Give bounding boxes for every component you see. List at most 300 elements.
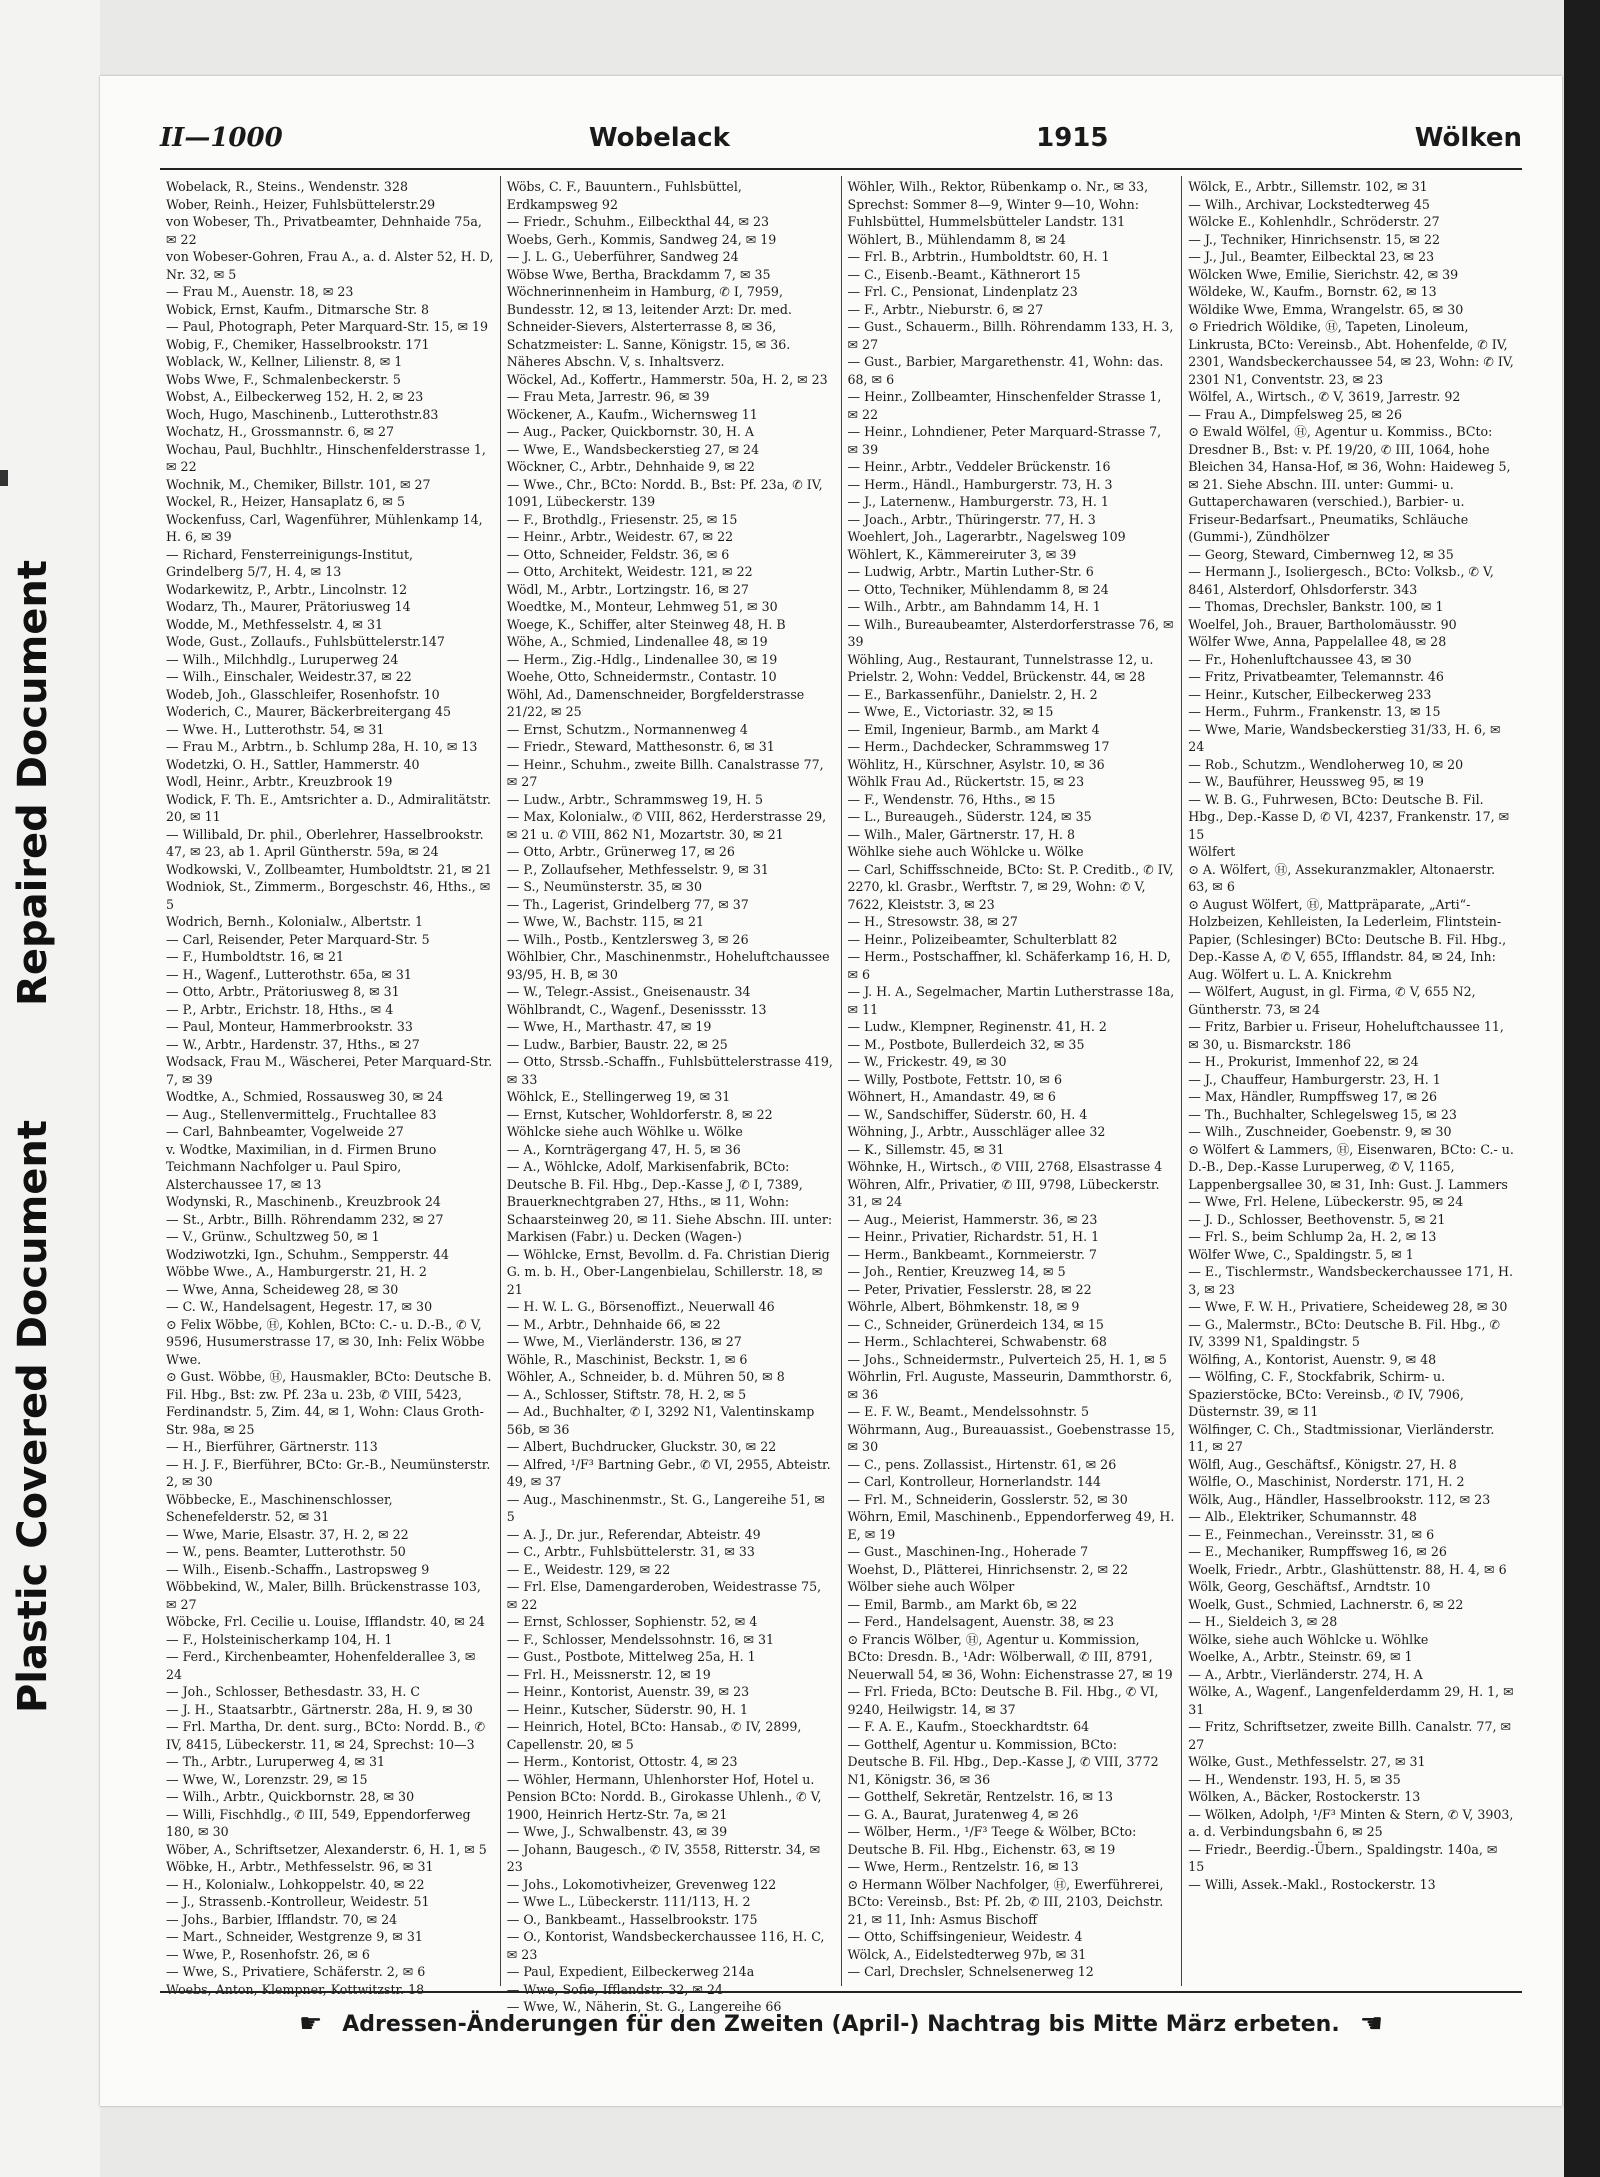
directory-entry: — Ludw., Arbtr., Schrammsweg 19, H. 5 — [506, 791, 764, 807]
directory-entry: Wodl, Heinr., Arbtr., Kreuzbrook 19 — [166, 774, 393, 789]
directory-entry: Wobig, F., Chemiker, Hasselbrookstr. 171 — [166, 336, 430, 352]
directory-entry: Wöldike Wwe, Emma, Wrangelstr. 65, ✉ 30 — [1188, 301, 1464, 317]
directory-entry: — Wwe, Sofie, Ifflandstr. 32, ✉ 24 — [506, 1981, 724, 1997]
directory-entry: — J., Techniker, Hinrichsenstr. 15, ✉ 22 — [1188, 231, 1440, 247]
directory-entry: — E., Feinmechan., Vereinsstr. 31, ✉ 6 — [1188, 1526, 1435, 1542]
directory-entry: — Ferd., Handelsagent, Auenstr. 38, ✉ 23 — [847, 1614, 1115, 1629]
directory-entry: — Ernst, Schutzm., Normannenweg 4 — [506, 721, 748, 737]
directory-entry: ⊙ Wölfert & Lammers, Ⓗ, Eisenwaren, BCto: C.- u. D.-B., Dep.-Kasse Luruperweg, ✆ V, 1165, Lappenbergsallee 30, ✉ 31, Inh: Gust. J. Lammers — [1188, 1141, 1514, 1192]
directory-entry: — Th., Arbtr., Luruperweg 4, ✉ 31 — [166, 1754, 386, 1769]
directory-entry: — O., Bankbeamt., Hasselbrookstr. 175 — [506, 1911, 758, 1927]
directory-entry: — H., Bierführer, Gärtnerstr. 113 — [166, 1439, 378, 1454]
directory-entry: — Max, Kolonialw., ✆ VIII, 862, Herderstrasse 29, ✉ 21 u. ✆ VIII, 862 N1, Mozartstr. 30, ✉ 21 — [506, 809, 827, 842]
directory-entry: — Otto, Schneider, Feldstr. 36, ✉ 6 — [506, 546, 730, 562]
directory-entry: Wode, Gust., Zollaufs., Fuhlsbüttelerstr.147 — [166, 634, 445, 649]
directory-entry: — Wilh., Eisenb.-Schaffn., Lastropsweg 9 — [166, 1561, 430, 1577]
pointing-hand-icon: ☚ — [1359, 2009, 1384, 2039]
directory-entry: — Heinr., Polizeibeamter, Schulterblatt 82 — [847, 931, 1118, 947]
directory-entry: — Albert, Buchdrucker, Gluckstr. 30, ✉ 22 — [506, 1439, 777, 1454]
directory-entry: Wodetzki, O. H., Sattler, Hammerstr. 40 — [166, 756, 420, 772]
directory-entry: Wölke, siehe auch Wöhlcke u. Wöhlke — [1188, 1631, 1429, 1647]
directory-entry: — Aug., Meierist, Hammerstr. 36, ✉ 23 — [847, 1211, 1098, 1227]
directory-entry: — Ferd., Kirchenbeamter, Hohenfelderallee 3, ✉ 24 — [166, 1649, 476, 1682]
directory-entry: Woebs, Anton, Klempner, Kottwitzstr. 18 — [166, 1981, 425, 1997]
directory-entry: Woelke, A., Arbtr., Steinstr. 69, ✉ 1 — [1188, 1649, 1413, 1664]
directory-entry: — J., Laternenw., Hamburgerstr. 73, H. 1 — [847, 494, 1109, 509]
directory-entry: — Paul, Photograph, Peter Marquard-Str. 15, ✉ 19 — [166, 319, 489, 334]
directory-entry: — Ludw., Klempner, Reginenstr. 41, H. 2 — [847, 1019, 1107, 1034]
directory-entry: — Friedr., Schuhm., Eilbeckthal 44, ✉ 23 — [506, 214, 770, 229]
directory-entry: Woedtke, M., Monteur, Lehmweg 51, ✉ 30 — [506, 599, 778, 614]
directory-entry: — Wilh., Arbtr., Quickbornstr. 28, ✉ 30 — [166, 1789, 415, 1804]
directory-entry: — H., Sieldeich 3, ✉ 28 — [1188, 1614, 1338, 1629]
directory-entry: Wöhlck, E., Stellingerweg 19, ✉ 31 — [506, 1089, 731, 1104]
directory-entry: Woege, K., Schiffer, alter Steinweg 48, H. B — [506, 616, 786, 632]
directory-entry: — K., Sillemstr. 45, ✉ 31 — [847, 1141, 1005, 1157]
directory-entry: — Emil, Barmb., am Markt 6b, ✉ 22 — [847, 1596, 1078, 1612]
directory-entry: — Richard, Fensterreinigungs-Institut, Grindelberg 5/7, H. 4, ✉ 13 — [166, 546, 414, 579]
directory-entry: — Carl, Reisender, Peter Marquard-Str. 5 — [166, 931, 430, 947]
directory-entry: Wölck, A., Eidelstedterweg 97b, ✉ 31 — [847, 1946, 1087, 1962]
directory-entry: — H. W. L. G., Börsenoffizt., Neuerwall 46 — [506, 1299, 775, 1314]
directory-entry: — C., Eisenb.-Beamt., Käthnerort 15 — [847, 266, 1081, 282]
directory-entry: Woelk, Gust., Schmied, Lachnerstr. 6, ✉ 22 — [1188, 1596, 1464, 1612]
directory-entry: Wodniok, St., Zimmerm., Borgeschstr. 46, Hths., ✉ 5 — [166, 879, 491, 912]
directory-entry: — Wöhlcke, Ernst, Bevollm. d. Fa. Christian Dierig G. m. b. H., Ober-Langenbielau, Schillerstr. 18, ✉ 21 — [506, 1246, 830, 1297]
directory-entry: — Joh., Rentier, Kreuzweg 14, ✉ 5 — [847, 1264, 1066, 1279]
directory-entry: — Heinr., Schuhm., zweite Billh. Canalstrasse 77, ✉ 27 — [506, 756, 824, 789]
directory-entry: — Frl. S., beim Schlump 2a, H. 2, ✉ 13 — [1188, 1229, 1437, 1244]
directory-entry: — Gust., Postbote, Mittelweg 25a, H. 1 — [506, 1649, 756, 1664]
directory-entry: — W., Telegr.-Assist., Gneisenaustr. 34 — [506, 984, 751, 999]
directory-entry: von Wobeser-Gohren, Frau A., a. d. Alster 52, H. D, Nr. 32, ✉ 5 — [166, 249, 494, 282]
directory-entry: — Otto, Techniker, Mühlendamm 8, ✉ 24 — [847, 581, 1109, 597]
directory-entry: — Wölfert, August, in gl. Firma, ✆ V, 655 N2, Güntherstr. 73, ✉ 24 — [1188, 984, 1476, 1017]
directory-entry: Wöhl, Ad., Damenschneider, Borgfelderstrasse 21/22, ✉ 25 — [506, 686, 805, 719]
directory-columns — [160, 176, 1522, 2014]
directory-entry: — Wilh., Bureaubeamter, Alsterdorferstrasse 76, ✉ 39 — [847, 616, 1174, 649]
directory-entry: Wölber siehe auch Wölper — [847, 1579, 1015, 1594]
directory-entry: — G., Malermstr., BCto: Deutsche B. Fil. Hbg., ✆ IV, 3399 N1, Spaldingstr. 5 — [1188, 1316, 1501, 1349]
directory-entry: — Heinr., Kutscher, Süderstr. 90, H. 1 — [506, 1701, 749, 1717]
directory-entry: — A., Kornträgergang 47, H. 5, ✉ 36 — [506, 1141, 741, 1157]
directory-entry: — Johs., Barbier, Ifflandstr. 70, ✉ 24 — [166, 1911, 398, 1927]
directory-entry: Woebs, Gerh., Kommis, Sandweg 24, ✉ 19 — [506, 231, 777, 247]
directory-entry: — Wwe L., Lübeckerstr. 111/113, H. 2 — [506, 1894, 751, 1909]
directory-entry: — S., Neumünsterstr. 35, ✉ 30 — [506, 879, 703, 894]
directory-entry: Woderich, C., Maurer, Bäckerbreitergang 45 — [166, 704, 452, 719]
directory-entry: von Wobeser, Th., Privatbeamter, Dehnhaide 75a, ✉ 22 — [166, 214, 482, 247]
directory-entry: Wobs Wwe, F., Schmalenbeckerstr. 5 — [166, 371, 401, 387]
directory-entry: — Carl, Schiffsschneide, BCto: St. P. Creditb., ✆ IV, 2270, kl. Grasbr., Werftstr. 7, ✉ 29, Wohn: ✆ V, 7622, Kleiststr. 3, ✉ 23 — [847, 861, 1174, 912]
column-2 — [501, 176, 842, 2014]
footer-rule — [160, 1991, 1522, 1993]
directory-entry: — A., Schlosser, Stiftstr. 78, H. 2, ✉ 5 — [506, 1386, 747, 1402]
directory-entry: Wölk, Aug., Händler, Hasselbrookstr. 112, ✉ 23 — [1188, 1491, 1491, 1507]
directory-entry: — Herm., Händl., Hamburgerstr. 73, H. 3 — [847, 476, 1113, 492]
directory-entry: — Wwe, J., Schwalbenstr. 43, ✉ 39 — [506, 1824, 728, 1839]
directory-entry: Wöhrlin, Frl. Auguste, Masseurin, Dammthorstr. 6, ✉ 36 — [847, 1369, 1173, 1402]
directory-entry: — Otto, Arbtr., Prätoriusweg 8, ✉ 31 — [166, 984, 400, 999]
directory-entry: Wöhrle, Albert, Böhmkenstr. 18, ✉ 9 — [847, 1299, 1080, 1314]
directory-entry: Wochatz, H., Grossmannstr. 6, ✉ 27 — [166, 424, 395, 439]
directory-entry: — Otto, Strssb.-Schaffn., Fuhlsbüttelerstrasse 419, ✉ 33 — [506, 1054, 833, 1087]
pointing-hand-icon: ☛ — [298, 2009, 323, 2039]
directory-entry: — F., Brothdlg., Friesenstr. 25, ✉ 15 — [506, 511, 738, 527]
directory-entry: Wobst, A., Eilbeckerweg 152, H. 2, ✉ 23 — [166, 389, 424, 404]
directory-entry: Wöckner, C., Arbtr., Dehnhaide 9, ✉ 22 — [506, 459, 755, 474]
directory-entry: Wöhe, A., Schmied, Lindenallee 48, ✉ 19 — [506, 634, 768, 649]
directory-entry: — J. H. A., Segelmacher, Martin Lutherstrasse 18a, ✉ 11 — [847, 984, 1175, 1017]
directory-entry: — Wwe, W., Bachstr. 115, ✉ 21 — [506, 914, 704, 929]
directory-entry: — Ad., Buchhalter, ✆ I, 3292 N1, Valentinskamp 56b, ✉ 36 — [506, 1404, 815, 1437]
directory-entry: — Wwe, S., Privatiere, Schäferstr. 2, ✉ 6 — [166, 1964, 426, 1979]
directory-entry: — Frl. Frieda, BCto: Deutsche B. Fil. Hbg., ✆ VI, 9240, Heilwigstr. 14, ✉ 37 — [847, 1684, 1159, 1717]
page-number: II—1000 — [160, 123, 283, 153]
directory-entry: ⊙ Friedrich Wöldike, Ⓗ, Tapeten, Linoleum, Linkrusta, BCto: Vereinsb., Abt. Hohenfelde, ✆ IV, 2301, Wandsbeckerchaussee 54, ✉ 23, Wohn: ✆ IV, 2301 N1, Conventstr. 23, ✉ 23 — [1188, 319, 1514, 387]
directory-entry: — Otto, Schiffsingenieur, Weidestr. 4 — [847, 1929, 1083, 1944]
page-footer — [160, 2004, 1522, 2044]
directory-entry: Wölke, Gust., Methfesselstr. 27, ✉ 31 — [1188, 1754, 1426, 1769]
directory-entry: — Heinrich, Hotel, BCto: Hansab., ✆ IV, 2899, Capellenstr. 20, ✉ 5 — [506, 1719, 802, 1752]
directory-entry: — F., Schlosser, Mendelssohnstr. 16, ✉ 31 — [506, 1631, 775, 1647]
directory-entry: Wöbcke, Frl. Cecilie u. Louise, Ifflandstr. 40, ✉ 24 — [166, 1614, 485, 1629]
directory-entry: — Friedr., Steward, Matthesonstr. 6, ✉ 31 — [506, 739, 775, 754]
directory-entry: Wölfinger, C. Ch., Stadtmissionar, Vierländerstr. 11, ✉ 27 — [1188, 1421, 1495, 1454]
directory-entry: Wölken, A., Bäcker, Rostockerstr. 13 — [1188, 1789, 1421, 1804]
directory-entry: ⊙ Hermann Wölber Nachfolger, Ⓗ, Ewerführerei, BCto: Vereinsb., Bst: Pf. 2b, ✆ III, 2103, Deichstr. 21, ✉ 11, Inh: Asmus Bischoff — [847, 1876, 1164, 1927]
directory-entry: Wobelack, R., Steins., Wendenstr. 328 — [166, 179, 408, 194]
directory-entry: — Thomas, Drechsler, Bankstr. 100, ✉ 1 — [1188, 599, 1444, 614]
directory-entry: Wodziwotzki, Ign., Schuhm., Sempperstr. 44 — [166, 1246, 450, 1262]
directory-entry: Wöbbekind, W., Maler, Billh. Brückenstrasse 103, ✉ 27 — [166, 1579, 481, 1612]
directory-entry: — Alfred, ¹/F³ Bartning Gebr., ✆ VI, 2955, Abteistr. 49, ✉ 37 — [506, 1456, 831, 1489]
directory-entry: — Wwe, W., Näherin, St. G., Langereihe 66 — [506, 1999, 782, 2014]
directory-entry: Wöbbe Wwe., A., Hamburgerstr. 21, H. 2 — [166, 1264, 427, 1279]
directory-entry: — Joh., Schlosser, Bethesdastr. 33, H. C — [166, 1684, 420, 1699]
directory-entry: — H., Stresowstr. 38, ✉ 27 — [847, 914, 1018, 929]
column-4 — [1182, 176, 1522, 1986]
directory-entry: — F., Wendenstr. 76, Hths., ✉ 15 — [847, 791, 1056, 807]
directory-entry: Wölfle, O., Maschinist, Norderstr. 171, H. 2 — [1188, 1474, 1465, 1489]
directory-entry: Woehst, D., Plätterei, Hinrichsenstr. 2, ✉ 22 — [847, 1561, 1129, 1577]
directory-entry: — Herm., Kontorist, Ottostr. 4, ✉ 23 — [506, 1754, 738, 1769]
directory-entry: — H., Prokurist, Immenhof 22, ✉ 24 — [1188, 1054, 1419, 1069]
directory-entry: Wöbs, C. F., Bauuntern., Fuhlsbüttel, Erdkampsweg 92 — [506, 179, 742, 212]
directory-entry: — Willy, Postbote, Fettstr. 10, ✉ 6 — [847, 1071, 1062, 1087]
directory-entry: — Herm., Dachdecker, Schrammsweg 17 — [847, 739, 1110, 754]
directory-entry: Wölfer Wwe, C., Spaldingstr. 5, ✉ 1 — [1188, 1246, 1414, 1262]
directory-page — [100, 76, 1562, 2106]
directory-entry: Wölfing, A., Kontorist, Auenstr. 9, ✉ 48 — [1188, 1351, 1437, 1367]
directory-entry: — E., Weidestr. 129, ✉ 22 — [506, 1561, 671, 1577]
directory-entry: — H. J. F., Bierführer, BCto: Gr.-B., Neumünsterstr. 2, ✉ 30 — [166, 1456, 491, 1489]
directory-entry: Wöhnke, H., Wirtsch., ✆ VIII, 2768, Elsastrasse 4 — [847, 1159, 1163, 1174]
directory-entry: — A. J., Dr. jur., Referendar, Abteistr. 49 — [506, 1526, 761, 1542]
directory-entry: — St., Arbtr., Billh. Röhrendamm 232, ✉ 27 — [166, 1211, 444, 1227]
directory-entry: — W., Frickestr. 49, ✉ 30 — [847, 1054, 1007, 1069]
directory-entry: Wöldeke, W., Kaufm., Bornstr. 62, ✉ 13 — [1188, 284, 1437, 299]
directory-entry: — Heinr., Arbtr., Veddeler Brückenstr. 16 — [847, 459, 1111, 474]
directory-entry: — Johann, Baugesch., ✆ IV, 3558, Ritterstr. 34, ✉ 23 — [506, 1841, 821, 1874]
directory-entry: — C., Arbtr., Fuhlsbüttelerstr. 31, ✉ 33 — [506, 1544, 755, 1559]
directory-entry: — F., Holsteinischerkamp 104, H. 1 — [166, 1631, 393, 1647]
directory-entry: — A., Wöhlcke, Adolf, Markisenfabrik, BCto: Deutsche B. Fil. Hbg., Dep.-Kasse J, ✆ I, 7389, Brauerknechtgraben 27, Hths., ✉ 11, Wohn: Schaarsteinweg 20, ✉ 11. Siehe Abschn. III. unter: Markisen (Fabr.) u. Decken (Wagen-) — [506, 1159, 833, 1244]
directory-entry: Wöhlke siehe auch Wöhlcke u. Wölke — [847, 844, 1084, 859]
page-header — [160, 116, 1522, 160]
directory-entry: Wölfl, Aug., Geschäftsf., Königstr. 27, H. 8 — [1188, 1456, 1457, 1472]
directory-entry: — Herm., Schlachterei, Schwabenstr. 68 — [847, 1334, 1107, 1349]
directory-entry: — Wwe., Chr., BCto: Nordd. B., Bst: Pf. 23a, ✆ IV, 1091, Lübeckerstr. 139 — [506, 476, 823, 509]
directory-entry: Wölcke E., Kohlenhdlr., Schröderstr. 27 — [1188, 214, 1440, 229]
directory-entry: Wöbse Wwe, Bertha, Brackdamm 7, ✉ 35 — [506, 266, 771, 282]
directory-entry: — J., Strassenb.-Kontrolleur, Weidestr. 51 — [166, 1894, 430, 1909]
directory-entry: — Wölfing, C. F., Stockfabrik, Schirm- u. Spazierstöcke, BCto: Vereinsb., ✆ IV, 7906, Düsternstr. 39, ✉ 11 — [1188, 1369, 1464, 1419]
directory-entry: Woch, Hugo, Maschinenb., Lutterothstr.83 — [166, 406, 439, 422]
directory-entry: Wöbbecke, E., Maschinenschlosser, Schenefelderstr. 52, ✉ 31 — [166, 1491, 393, 1524]
directory-entry: — F., Arbtr., Nieburstr. 6, ✉ 27 — [847, 301, 1044, 317]
footer-notice: Adressen-Änderungen für den Zweiten (April-) Nachtrag bis Mitte März erbeten. — [342, 2011, 1340, 2037]
directory-entry: — Wilh., Maler, Gärtnerstr. 17, H. 8 — [847, 826, 1075, 842]
directory-entry: — W., Bauführer, Heussweg 95, ✉ 19 — [1188, 774, 1424, 789]
directory-entry: — Heinr., Privatier, Richardstr. 51, H. 1 — [847, 1229, 1100, 1244]
directory-entry: — Wwe, Marie, Elsastr. 37, H. 2, ✉ 22 — [166, 1526, 409, 1542]
directory-entry: Wöhren, Alfr., Privatier, ✆ III, 9798, Lübeckerstr. 31, ✉ 24 — [847, 1176, 1160, 1209]
header-rule — [160, 168, 1522, 170]
directory-entry: — Frl. B., Arbtrin., Humboldtstr. 60, H. 1 — [847, 249, 1110, 264]
directory-entry: ⊙ Francis Wölber, Ⓗ, Agentur u. Kommission, BCto: Dresdn. B., ¹Adr: Wölberwall, ✆ III, 8791, Neuerwall 54, ✉ 36, Wohn: Eichenstrasse 27, ✉ 19 — [847, 1631, 1173, 1682]
side-label-plastic: Plastic Covered Document — [10, 1120, 56, 1714]
directory-entry: Wöhlert, K., Kämmereiruter 3, ✉ 39 — [847, 546, 1077, 562]
directory-entry: Wodrich, Bernh., Kolonialw., Albertstr. 1 — [166, 914, 424, 929]
directory-entry: Wochau, Paul, Buchhltr., Hinschenfelderstrasse 1, ✉ 22 — [166, 441, 486, 474]
directory-entry: — Heinr., Kontorist, Auenstr. 39, ✉ 23 — [506, 1684, 750, 1699]
directory-entry: — V., Grünw., Schultzweg 50, ✉ 1 — [166, 1229, 380, 1244]
directory-entry: — C., Schneider, Grünerdeich 134, ✉ 15 — [847, 1316, 1104, 1332]
directory-entry: — Hermann J., Isoliergesch., BCto: Volksb., ✆ V, 8461, Alsterdorf, Ohlsdorferstr. 343 — [1188, 564, 1494, 597]
directory-entry: — Ernst, Kutscher, Wohldorferstr. 8, ✉ 22 — [506, 1106, 773, 1122]
directory-entry: — Mart., Schneider, Westgrenze 9, ✉ 31 — [166, 1929, 423, 1944]
directory-entry: — Max, Händler, Rumpffsweg 17, ✉ 26 — [1188, 1089, 1438, 1104]
directory-entry: — Johs., Schneidermstr., Pulverteich 25, H. 1, ✉ 5 — [847, 1351, 1167, 1367]
directory-entry: Wockel, R., Heizer, Hansaplatz 6, ✉ 5 — [166, 494, 405, 509]
directory-entry: Wöhlcke siehe auch Wöhlke u. Wölke — [506, 1124, 743, 1139]
directory-entry: Wober, Reinh., Heizer, Fuhlsbüttelerstr.29 — [166, 196, 436, 212]
directory-entry: — Frl. M., Schneiderin, Gosslerstr. 52, ✉ 30 — [847, 1491, 1128, 1507]
directory-entry: — Herm., Postschaffner, kl. Schäferkamp 16, H. D, ✉ 6 — [847, 949, 1171, 982]
directory-entry: Wölke, A., Wagenf., Langenfelderdamm 29, H. 1, ✉ 31 — [1188, 1684, 1514, 1717]
directory-entry: Wodick, F. Th. E., Amtsrichter a. D., Admiralitätstr. 20, ✉ 11 — [166, 791, 491, 824]
directory-entry: — Aug., Maschinenmstr., St. G., Langereihe 51, ✉ 5 — [506, 1491, 825, 1524]
directory-entry: — Frau M., Arbtrn., b. Schlump 28a, H. 10, ✉ 13 — [166, 739, 478, 754]
directory-entry: — Ludwig, Arbtr., Martin Luther-Str. 6 — [847, 564, 1094, 579]
directory-entry: — Fritz, Schriftsetzer, zweite Billh. Canalstr. 77, ✉ 27 — [1188, 1719, 1512, 1752]
directory-entry: — Fr., Hohenluftchaussee 43, ✉ 30 — [1188, 651, 1412, 667]
directory-entry: Wöhrn, Emil, Maschinenb., Eppendorferweg 49, H. E, ✉ 19 — [847, 1509, 1175, 1542]
directory-entry: — Frl. C., Pensionat, Lindenplatz 23 — [847, 284, 1078, 299]
directory-entry: Wodarkewitz, P., Arbtr., Lincolnstr. 12 — [166, 581, 408, 597]
directory-entry: — W., Arbtr., Hardenstr. 37, Hths., ✉ 27 — [166, 1036, 420, 1052]
directory-entry: Wöhler, A., Schneider, b. d. Mühren 50, ✉ 8 — [506, 1369, 785, 1384]
directory-entry: — H., Kolonialw., Lohkoppelstr. 40, ✉ 22 — [166, 1876, 425, 1892]
column-3 — [842, 176, 1183, 1986]
directory-entry: — Wwe, Marie, Wandsbeckerstieg 31/33, H. 6, ✉ 24 — [1188, 721, 1501, 754]
directory-entry: Wodsack, Frau M., Wäscherei, Peter Marquard-Str. 7, ✉ 39 — [166, 1054, 493, 1087]
directory-entry: — Paul, Expedient, Eilbeckerweg 214a — [506, 1964, 755, 1979]
directory-entry: — A., Arbtr., Vierländerstr. 274, H. A — [1188, 1666, 1423, 1682]
directory-entry: Wöhlert, B., Mühlendamm 8, ✉ 24 — [847, 231, 1066, 247]
year: 1915 — [1036, 123, 1109, 153]
directory-entry: ⊙ Ewald Wölfel, Ⓗ, Agentur u. Kommiss., BCto: Dresdner B., Bst: v. Pf. 19/20, ✆ III, 1064, hohe Bleichen 34, Hansa-Hof, ✉ 36, Wohn: Haideweg 5, ✉ 21. Siehe Abschn. III. unter: Gummi- u. Guttaperchawaren (verschied.), Barbier- u. Friseur-Bedarfsart., Pneumatiks, Schläuche (Gummi-), Zündhölzer — [1188, 424, 1511, 544]
directory-entry: Wodde, M., Methfesselstr. 4, ✉ 31 — [166, 616, 383, 632]
directory-entry: — Willi, Fischhdlg., ✆ III, 549, Eppendorferweg 180, ✉ 30 — [166, 1806, 471, 1839]
directory-entry: v. Wodtke, Maximilian, in d. Firmen Bruno Teichmann Nachfolger u. Paul Spiro, Alsterchaussee 17, ✉ 13 — [166, 1141, 437, 1192]
directory-entry: — Otto, Arbtr., Grünerweg 17, ✉ 26 — [506, 844, 735, 859]
directory-entry: — Carl, Drechsler, Schnelsenerweg 12 — [847, 1964, 1094, 1979]
directory-entry: — Joach., Arbtr., Thüringerstr. 77, H. 3 — [847, 511, 1096, 527]
directory-entry: — Wölber, Herm., ¹/F³ Teege & Wölber, BCto: Deutsche B. Fil. Hbg., Eichenstr. 63, ✉ 19 — [847, 1824, 1137, 1857]
directory-entry: — P., Zollaufseher, Methfesselstr. 9, ✉ 31 — [506, 861, 769, 877]
directory-entry: — Otto, Architekt, Weidestr. 121, ✉ 22 — [506, 564, 753, 579]
directory-entry: — J., Chauffeur, Hamburgerstr. 23, H. 1 — [1188, 1071, 1441, 1087]
directory-entry: — E., Mechaniker, Rumpffsweg 16, ✉ 26 — [1188, 1544, 1447, 1559]
directory-entry: — E. F. W., Beamt., Mendelssohnstr. 5 — [847, 1404, 1089, 1419]
directory-entry: — Rob., Schutzm., Wendloherweg 10, ✉ 20 — [1188, 756, 1464, 772]
directory-entry: — Gotthelf, Sekretär, Rentzelstr. 16, ✉ 13 — [847, 1789, 1114, 1804]
directory-entry: ⊙ A. Wölfert, Ⓗ, Assekuranzmakler, Altonaerstr. 63, ✉ 6 — [1188, 861, 1496, 894]
directory-entry: Wöbke, H., Arbtr., Methfesselstr. 96, ✉ 31 — [166, 1859, 434, 1874]
directory-entry: — Wöhler, Hermann, Uhlenhorster Hof, Hotel u. Pension BCto: Nordd. B., Girokasse Uhlenh., ✆ V, 1900, Heinrich Hertz-Str. 7a, ✉ 21 — [506, 1771, 822, 1822]
directory-entry: — Gotthelf, Agentur u. Kommission, BCto: Deutsche B. Fil. Hbg., Dep.-Kasse J, ✆ VIII, 3772 N1, Königstr. 36, ✉ 36 — [847, 1736, 1159, 1787]
directory-entry: — Fritz, Privatbeamter, Telemannstr. 46 — [1188, 669, 1444, 684]
directory-entry: Wöhling, Aug., Restaurant, Tunnelstrasse 12, u. Prielstr. 2, Wohn: Veddel, Brückenstr. 44, ✉ 28 — [847, 651, 1154, 684]
directory-entry: — E., Tischlermstr., Wandsbeckerchaussee 171, H. 3, ✉ 23 — [1188, 1264, 1514, 1297]
directory-entry: — Carl, Kontrolleur, Hornerlandstr. 144 — [847, 1474, 1102, 1489]
directory-entry: — Wwe, E., Victoriastr. 32, ✉ 15 — [847, 704, 1054, 719]
directory-entry: — Wilh., Arbtr., am Bahndamm 14, H. 1 — [847, 599, 1101, 614]
directory-entry: Woelfel, Joh., Brauer, Bartholomäusstr. 90 — [1188, 616, 1457, 632]
directory-entry: Wodkowski, V., Zollbeamter, Humboldtstr. 21, ✉ 21 — [166, 861, 492, 877]
directory-entry: — H., Wendenstr. 193, H. 5, ✉ 35 — [1188, 1771, 1401, 1787]
directory-entry: — Wilh., Archivar, Lockstedterweg 45 — [1188, 196, 1430, 212]
scanner-edge — [1564, 0, 1600, 2177]
directory-entry: Wodarz, Th., Maurer, Prätoriusweg 14 — [166, 599, 411, 614]
directory-entry: — Th., Lagerist, Grindelberg 77, ✉ 37 — [506, 896, 749, 912]
directory-entry: — J. D., Schlosser, Beethovenstr. 5, ✉ 21 — [1188, 1211, 1446, 1227]
directory-entry: — E., Barkassenführ., Danielstr. 2, H. 2 — [847, 686, 1098, 702]
directory-entry: — Wwe, Herm., Rentzelstr. 16, ✉ 13 — [847, 1859, 1079, 1874]
side-labels — [0, 560, 100, 2177]
directory-entry: Wöhlbrandt, C., Wagenf., Desenissstr. 13 — [506, 1001, 767, 1017]
directory-entry: — F. A. E., Kaufm., Stoeckhardtstr. 64 — [847, 1719, 1090, 1734]
directory-entry: — Willibald, Dr. phil., Oberlehrer, Hasselbrookstr. 47, ✉ 23, ab 1. April Güntherstr. 59a, ✉ 24 — [166, 826, 484, 859]
directory-entry: — Georg, Steward, Cimbernweg 12, ✉ 35 — [1188, 546, 1454, 562]
directory-entry: Wölcken Wwe, Emilie, Sierichstr. 42, ✉ 39 — [1188, 266, 1459, 282]
directory-entry: — Frau A., Dimpfelsweg 25, ✉ 26 — [1188, 406, 1402, 422]
directory-entry: — Willi, Assek.-Makl., Rostockerstr. 13 — [1188, 1876, 1436, 1892]
directory-entry: — Heinr., Zollbeamter, Hinschenfelder Strasse 1, ✉ 22 — [847, 389, 1162, 422]
directory-entry: — Wilh., Zuschneider, Goebenstr. 9, ✉ 30 — [1188, 1124, 1452, 1139]
directory-entry: — Wilh., Einschaler, Weidestr.37, ✉ 22 — [166, 669, 412, 684]
directory-entry: — Peter, Privatier, Fesslerstr. 28, ✉ 22 — [847, 1281, 1092, 1297]
directory-entry: — Heinr., Arbtr., Weidestr. 67, ✉ 22 — [506, 529, 734, 544]
directory-entry: — Frau M., Auenstr. 18, ✉ 23 — [166, 284, 354, 299]
directory-entry: — Gust., Barbier, Margarethenstr. 41, Wohn: das. 68, ✉ 6 — [847, 354, 1164, 387]
directory-entry: — W., pens. Beamter, Lutterothstr. 50 — [166, 1544, 406, 1559]
directory-entry: Wöhlbier, Chr., Maschinenmstr., Hoheluftchaussee 93/95, H. B, ✉ 30 — [506, 949, 830, 982]
directory-entry: — Herm., Fuhrm., Frankenstr. 13, ✉ 15 — [1188, 704, 1441, 719]
directory-entry: — Wilh., Postb., Kentzlersweg 3, ✉ 26 — [506, 931, 749, 947]
directory-entry: — Johs., Lokomotivheizer, Grevenweg 122 — [506, 1876, 777, 1892]
directory-entry: Wodtke, A., Schmied, Rossausweg 30, ✉ 24 — [166, 1089, 444, 1104]
directory-entry: Wölfert — [1188, 844, 1236, 859]
directory-entry: Wödl, M., Arbtr., Lortzingstr. 16, ✉ 27 — [506, 581, 749, 597]
side-label-repaired: Repaired Document — [10, 560, 56, 1006]
column-1 — [160, 176, 501, 1997]
directory-entry: — J. L. G., Ueberführer, Sandweg 24 — [506, 249, 739, 264]
directory-entry: — C. W., Handelsagent, Hegestr. 17, ✉ 30 — [166, 1299, 433, 1314]
directory-entry: — M., Postbote, Bullerdeich 32, ✉ 35 — [847, 1036, 1085, 1052]
directory-entry: Wobick, Ernst, Kaufm., Ditmarsche Str. 8 — [166, 301, 430, 317]
directory-entry: — Fritz, Barbier u. Friseur, Hoheluftchaussee 11, ✉ 30, u. Bismarckstr. 186 — [1188, 1019, 1504, 1052]
directory-entry: Wöhlk Frau Ad., Rückertstr. 15, ✉ 23 — [847, 774, 1085, 789]
directory-entry: — Wilh., Milchhdlg., Luruperweg 24 — [166, 651, 399, 667]
directory-entry: — Wwe, E., Wandsbeckerstieg 27, ✉ 24 — [506, 441, 760, 457]
directory-entry: — H., Wagenf., Lutterothstr. 65a, ✉ 31 — [166, 966, 412, 982]
directory-entry: — Wwe, H., Marthastr. 47, ✉ 19 — [506, 1019, 712, 1034]
directory-entry: Wöhrmann, Aug., Bureauassist., Goebenstrasse 15, ✉ 30 — [847, 1421, 1175, 1454]
directory-entry: Wöhler, Wilh., Rektor, Rübenkamp o. Nr., ✉ 33, Sprechst: Sommer 8—9, Winter 9—10, Wohn: Fuhlsbüttel, Hummelsbütteler Landstr. 131 — [847, 179, 1149, 229]
directory-entry: — C., pens. Zollassist., Hirtenstr. 61, ✉ 26 — [847, 1456, 1117, 1472]
directory-entry: — Frl. Martha, Dr. dent. surg., BCto: Nordd. B., ✆ IV, 8415, Lübeckerstr. 11, ✉ 24, Sprechst: 10—3 — [166, 1719, 486, 1752]
directory-entry: Wöhnert, H., Amandastr. 49, ✉ 6 — [847, 1089, 1056, 1104]
directory-entry: Wölk, Georg, Geschäftsf., Arndtstr. 10 — [1188, 1579, 1431, 1594]
directory-entry: — M., Arbtr., Dehnhaide 66, ✉ 22 — [506, 1316, 721, 1332]
directory-entry: — Ludw., Barbier, Baustr. 22, ✉ 25 — [506, 1036, 728, 1052]
directory-entry: — G. A., Baurat, Juratenweg 4, ✉ 26 — [847, 1806, 1079, 1822]
directory-entry: — Wölken, Adolph, ¹/F³ Minten & Stern, ✆ V, 3903, a. d. Verbindungsbahn 6, ✉ 25 — [1188, 1806, 1514, 1839]
directory-entry: Wöckel, Ad., Koffertr., Hammerstr. 50a, H. 2, ✉ 23 — [506, 371, 828, 387]
left-guide-word: Wobelack — [588, 123, 730, 153]
directory-entry: Wöhlitz, H., Kürschner, Asylstr. 10, ✉ 36 — [847, 756, 1105, 772]
directory-entry: — Wwe, M., Vierländerstr. 136, ✉ 27 — [506, 1334, 742, 1349]
directory-entry: — Alb., Elektriker, Schumannstr. 48 — [1188, 1509, 1417, 1524]
directory-entry: Woehlert, Joh., Lagerarbtr., Nagelsweg 109 — [847, 529, 1126, 544]
directory-entry: — Heinr., Lohndiener, Peter Marquard-Strasse 7, ✉ 39 — [847, 424, 1162, 457]
directory-entry: — Wwe. H., Lutterothstr. 54, ✉ 31 — [166, 721, 385, 737]
directory-entry: — F., Humboldtstr. 16, ✉ 21 — [166, 949, 344, 964]
directory-entry: Wodeb, Joh., Glasschleifer, Rosenhofstr. 10 — [166, 686, 440, 702]
directory-entry: Wöhning, J., Arbtr., Ausschläger allee 32 — [847, 1124, 1106, 1139]
directory-entry: — Aug., Stellenvermittelg., Fruchtallee 83 — [166, 1106, 437, 1122]
directory-entry: — Gust., Maschinen-Ing., Hoherade 7 — [847, 1544, 1089, 1559]
directory-entry: — Carl, Bahnbeamter, Vogelweide 27 — [166, 1124, 404, 1139]
directory-entry: ⊙ August Wölfert, Ⓗ, Mattpräparate, „Arti“-Holzbeizen, Kehlleisten, Ia Lederleim, Flintstein-Papier, (Schlesinger) BCto: Deutsche B. Fil. Hbg., Dep.-Kasse A, ✆ V, 655, Ifflandstr. 84, ✉ 24, Inh: Aug. Wölfert u. L. A. Knickrehm — [1188, 896, 1507, 982]
right-guide-word: Wölken — [1414, 123, 1522, 153]
directory-entry: — J. H., Staatsarbtr., Gärtnerstr. 28a, H. 9, ✉ 30 — [166, 1701, 473, 1717]
directory-entry: Wöhle, R., Maschinist, Beckstr. 1, ✉ 6 — [506, 1351, 748, 1367]
directory-entry: — Ernst, Schlosser, Sophienstr. 52, ✉ 4 — [506, 1614, 758, 1629]
directory-entry: — Wwe, W., Lorenzstr. 29, ✉ 15 — [166, 1771, 368, 1787]
directory-entry: — Emil, Ingenieur, Barmb., am Markt 4 — [847, 721, 1100, 737]
directory-entry: Wodynski, R., Maschinenb., Kreuzbrook 24 — [166, 1194, 441, 1209]
directory-entry: — Herm., Bankbeamt., Kornmeierstr. 7 — [847, 1246, 1097, 1262]
directory-entry: Wöckener, A., Kaufm., Wichernsweg 11 — [506, 406, 758, 422]
edge-mark — [0, 470, 8, 486]
directory-entry: Woelk, Friedr., Arbtr., Glashüttenstr. 88, H. 4, ✉ 6 — [1188, 1561, 1507, 1577]
directory-entry: — Wwe, Frl. Helene, Lübeckerstr. 95, ✉ 24 — [1188, 1194, 1464, 1209]
directory-entry: — O., Kontorist, Wandsbeckerchaussee 116, H. C, ✉ 23 — [506, 1929, 825, 1962]
